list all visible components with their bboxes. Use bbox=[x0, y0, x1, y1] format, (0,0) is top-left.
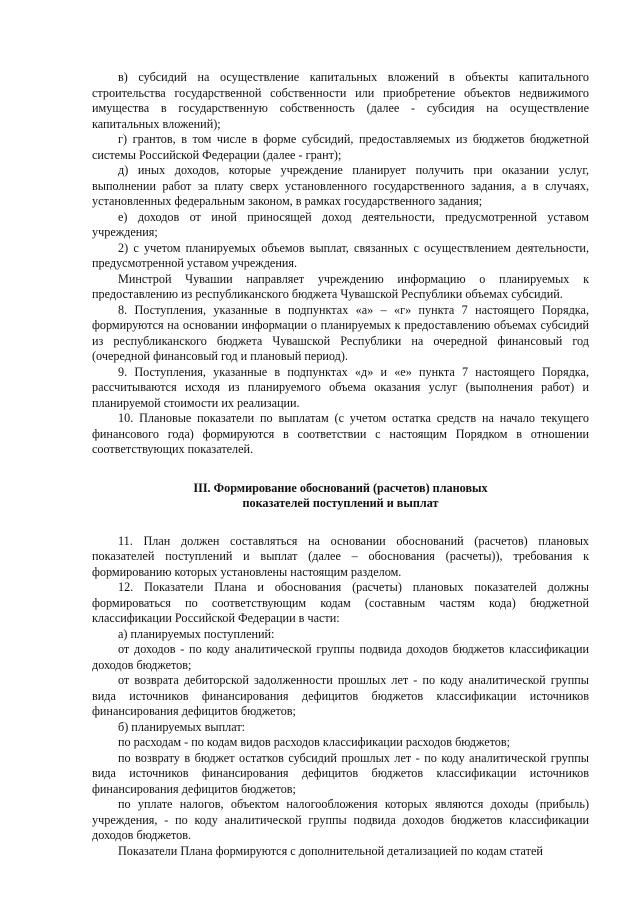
paragraph: 9. Поступления, указанные в подпунктах «д» и «е» пункта 7 настоящего Порядка, рассчитываются исходя из планируемого объема оказания услуг (выполнения работ) и планируемой стоимости их реализации. bbox=[92, 364, 589, 410]
paragraph: Минстрой Чувашии направляет учреждению информацию о планируемых к предоставлению из республиканского бюджета Чувашской Республики объемах субсидий. bbox=[92, 271, 589, 301]
document-page bbox=[92, 70, 589, 859]
paragraph: б) планируемых выплат: bbox=[118, 719, 246, 734]
section-heading-line: показателей поступлений и выплат bbox=[242, 496, 439, 510]
paragraph: от доходов - по коду аналитической группы подвида доходов бюджетов классификации доходов бюджетов; bbox=[92, 642, 589, 672]
paragraph: в) субсидий на осуществление капитальных вложений в объекты капитального строительства государственной собственности или приобретение объектов недвижимого имущества в государственную собственность (далее - субсидия на осуществление капитальных вложений); bbox=[92, 70, 589, 131]
paragraph: 8. Поступления, указанные в подпунктах «а» – «г» пункта 7 настоящего Порядка, формируются на основании информации о планируемых к предоставлению объемах субсидий из республиканского бюджета Чувашской Республики на очередной финансовый год (очередной финансовый год и плановый период). bbox=[92, 302, 589, 363]
paragraph: от возврата дебиторской задолженности прошлых лет - по коду аналитической группы вида источников финансирования дефицитов бюджетов классификации источников финансирования дефицитов бюджетов; bbox=[92, 673, 589, 718]
paragraph: е) доходов от иной приносящей доход деятельности, предусмотренной уставом учреждения; bbox=[92, 209, 589, 239]
paragraph: 12. Показатели Плана и обоснования (расчеты) плановых показателей должны формироваться по соответствующим кодам (составным частям кода) бюджетной классификации Российской Федерации в части: bbox=[92, 580, 589, 625]
paragraph: а) планируемых поступлений: bbox=[118, 626, 275, 641]
paragraph: по уплате налогов, объектом налогообложения которых являются доходы (прибыль) учреждения, - по коду аналитической группы подвида доходов бюджетов классификации доходов бюджетов. bbox=[92, 797, 589, 842]
section-bottom bbox=[92, 534, 589, 860]
paragraph: г) грантов, в том числе в форме субсидий, предоставляемых из бюджетов бюджетной системы Российской Федерации (далее - грант); bbox=[92, 132, 589, 162]
paragraph: Показатели Плана формируются с дополнительной детализацией по кодам статей bbox=[118, 843, 543, 858]
section-top bbox=[92, 70, 589, 458]
paragraph: 10. Плановые показатели по выплатам (с учетом остатка средств на начало текущего финансового года) формируются в соответствии с настоящим Порядком в отношении соответствующих показателей. bbox=[92, 411, 589, 456]
paragraph: д) иных доходов, которые учреждение планирует получить при оказании услуг, выполнении работ за плату сверх установленного государственного задания, а в случаях, установленных федеральным законом, в рамках государственного задания; bbox=[92, 163, 589, 208]
paragraph: по возврату в бюджет остатков субсидий прошлых лет - по коду аналитической группы вида источников финансирования дефицитов бюджетов классификации источников финансирования дефицитов бюджетов; bbox=[92, 750, 589, 796]
paragraph: по расходам - по кодам видов расходов классификации расходов бюджетов; bbox=[118, 735, 511, 749]
section-heading-line: III. Формирование обоснований (расчетов) плановых bbox=[193, 480, 488, 495]
paragraph: 2) с учетом планируемых объемов выплат, связанных с осуществлением деятельности, предусмотренной уставом учреждения. bbox=[92, 240, 589, 270]
section-heading bbox=[92, 481, 589, 512]
paragraph: 11. План должен составляться на основании обоснований (расчетов) плановых показателей поступлений и выплат (далее – обоснования (расчеты)), требования к формированию которых установлены настоящим разделом. bbox=[92, 533, 589, 579]
